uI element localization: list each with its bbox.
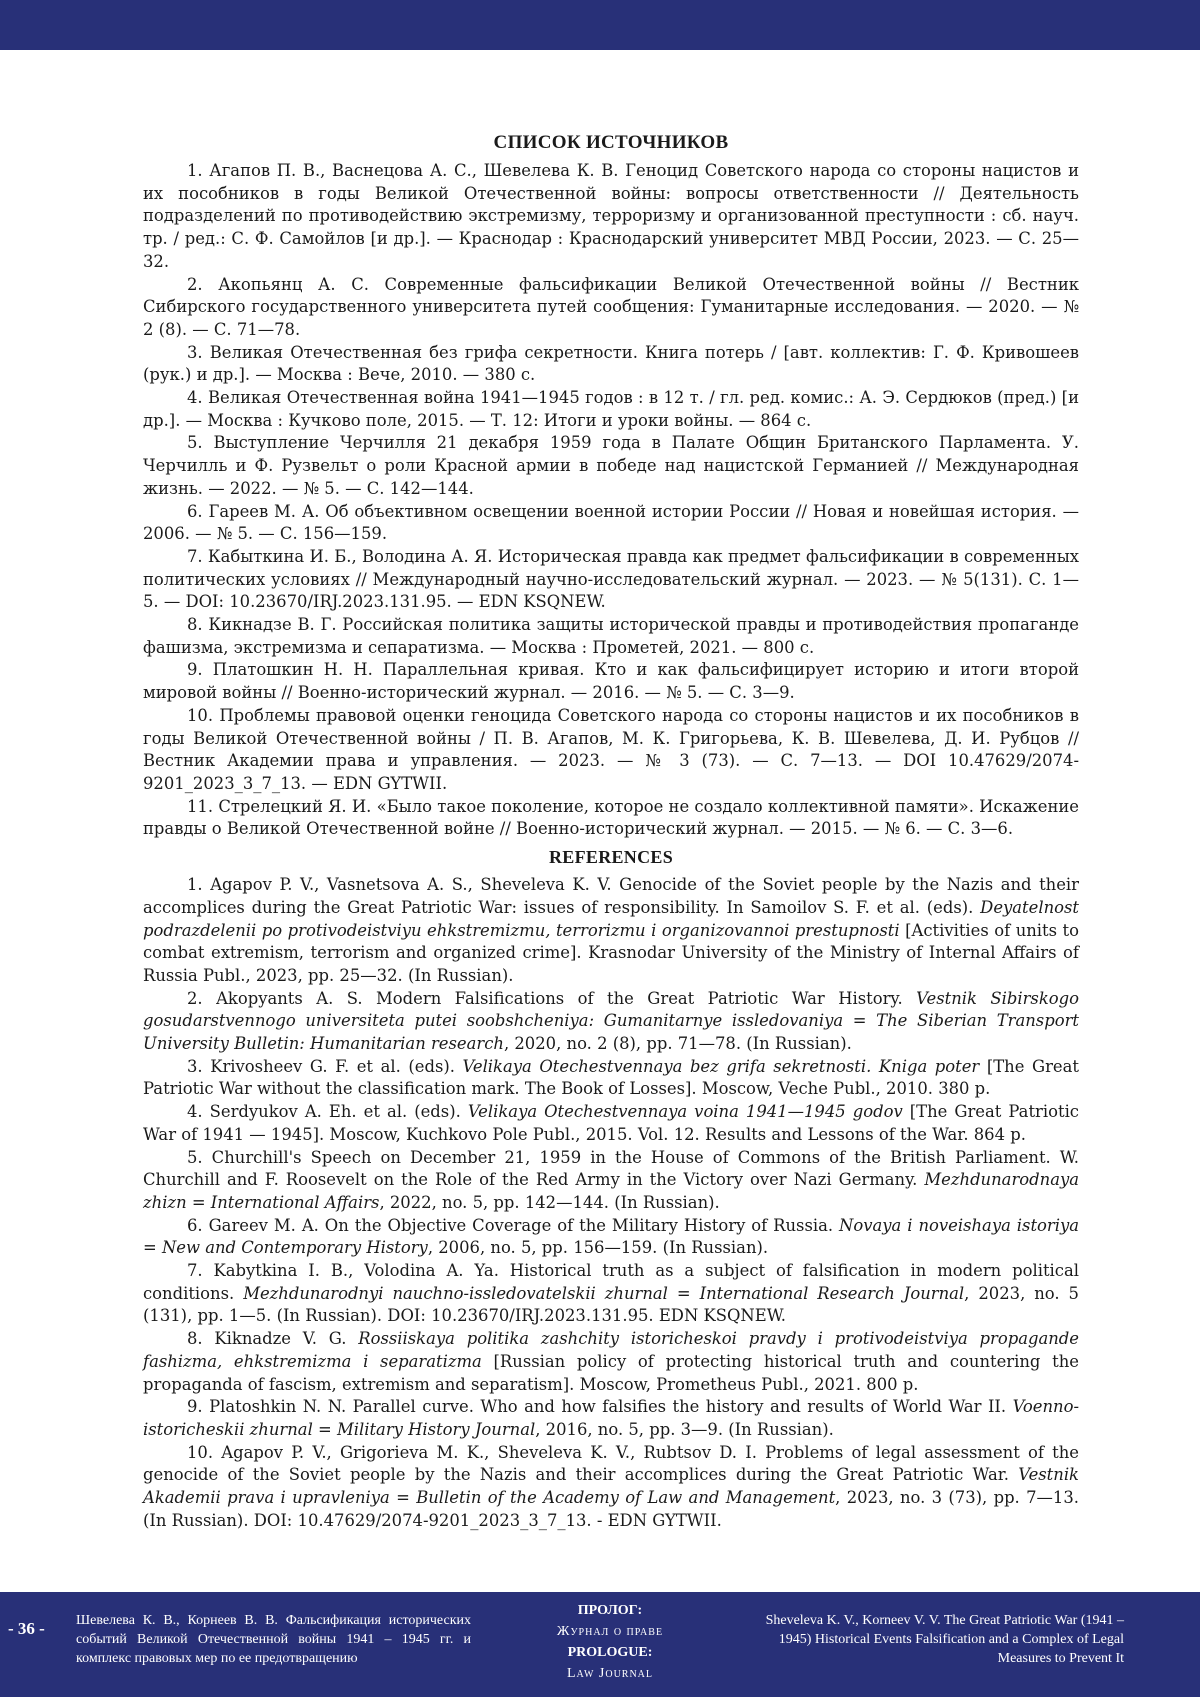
source-entry-7: 7. Кабыткина И. Б., Володина А. Я. Историческая правда как предмет фальсификации в современных политических условиях // Международный научно-исследовательский журнал. — 2023. — № 5(131). С. 1—5. — DOI: 10.23670/IRJ.2023.131.95. — EDN KSQNEW. bbox=[143, 546, 1079, 612]
source-entry-2: 2. Акопьянц А. С. Современные фальсификации Великой Отечественной войны // Вестник Сибирского государственного университета путей сообщения: Гуманитарные исследования. — 2020. — № 2 (8). — С. 71—78. bbox=[143, 274, 1079, 339]
reference-text: 1. Agapov P. V., Vasnetsova A. S., Sheveleva K. V. Genocide of the Soviet people by the Nazis and their accomplices during the Great Patriotic War: issues of responsibility. In Samoilov S. F. et al. (eds). bbox=[143, 875, 1079, 917]
reference-entry-9 bbox=[143, 1396, 1079, 1441]
journal-subtitle-en: Law Journal bbox=[566, 1666, 654, 1681]
reference-entry-2 bbox=[143, 988, 1079, 1056]
sources-heading: СПИСОК ИСТОЧНИКОВ bbox=[493, 132, 729, 153]
reference-title: Voenno-istoricheskii zhurnal = Military History Journal bbox=[143, 1397, 1079, 1439]
reference-text: , 2023, no. 3 (73), pp. 7—13. (In Russian). DOI: 10.47629/2074-9201_2023_3_7_13. - EDN GYTWII. bbox=[143, 1488, 1079, 1530]
journal-subtitle-ru: Журнал о праве bbox=[556, 1624, 664, 1639]
article-body bbox=[143, 132, 1079, 1532]
reference-text: 3. Krivosheev G. F. et al. (eds). bbox=[187, 1056, 463, 1076]
reference-text: [The Great Patriotic War without the classification mark. The Book of Losses]. Moscow, Veche Publ., 2010. 380 p. bbox=[143, 1056, 1079, 1099]
reference-entry-7 bbox=[143, 1260, 1079, 1328]
reference-text: , 2006, no. 5, pp. 156—159. (In Russian). bbox=[427, 1238, 769, 1258]
reference-text: [The Great Patriotic War of 1941 — 1945]. Moscow, Kuchkovo Pole Publ., 2015. Vol. 12. Results and Lessons of the War. 864 p. bbox=[143, 1102, 1079, 1144]
reference-text: 5. Churchill's Speech on December 21, 1959 in the House of Commons of the British Parliament. W. Churchill and F. Roosevelt on the Role of the Red Army in the Victory over Nazi Germany. bbox=[143, 1147, 1079, 1190]
reference-text: [Russian policy of protecting historical truth and countering the propaganda of fascism, extremism and separatism]. Moscow, Prometheus Publ., 2021. 800 p. bbox=[143, 1351, 1079, 1394]
footer-band bbox=[0, 1592, 1200, 1697]
footer-citation-ru: Шевелева К. В., Корнеев В. В. Фальсификация исторических событий Великой Отечественной войны 1941 – 1945 гг. и комплекс правовых мер по ее предотвращению bbox=[76, 1613, 471, 1666]
source-entry-9: 9. Платошкин Н. Н. Параллельная кривая. Кто и как фальсифицирует историю и итоги второй мировой войны // Военно-исторический журнал. — 2016. — № 5. — С. 3—9. bbox=[143, 660, 1079, 703]
reference-title: Velikaya Otechestvennaya bez grifa sekretnosti. Kniga poter bbox=[462, 1056, 980, 1076]
reference-text: 4. Serdyukov A. Eh. et al. (eds). bbox=[187, 1102, 468, 1122]
reference-text: 8. Kiknadze V. G. bbox=[187, 1329, 359, 1349]
reference-title: Velikaya Otechestvennaya voina 1941—1945 godov bbox=[467, 1102, 903, 1122]
journal-name-en: PROLOGUE: bbox=[567, 1645, 653, 1660]
reference-text: [Activities of units to combat extremism, terrorism and organized crime]. Krasnodar University of the Ministry of Internal Affairs of Russia Publ., 2023, pp. 25—32. (In Russian). bbox=[143, 920, 1080, 985]
source-entry-5: 5. Выступление Черчилля 21 декабря 1959 года в Палате Общин Британского Парламента. У. Черчилль и Ф. Рузвельт о роли Красной армии в победе над нацистской Германией // Международная жизнь. — 2022. — № 5. — С. 142—144. bbox=[143, 433, 1079, 498]
reference-text: 10. Agapov P. V., Grigorieva M. K., Sheveleva K. V., Rubtsov D. I. Problems of legal assessment of the genocide of the Soviet people by the Nazis and their accomplices during the Great Patriotic War. bbox=[143, 1442, 1079, 1485]
source-entry-4: 4. Великая Отечественная война 1941—1945 годов : в 12 т. / гл. ред. комис.: А. Э. Сердюков (пред.) [и др.]. — Москва : Кучково поле, 2015. — Т. 12: Итоги и уроки войны. — 864 с. bbox=[143, 388, 1079, 430]
reference-text: , 2023, no. 5 (131), pp. 1—5. (In Russian). DOI: 10.23670/IRJ.2023.131.95. EDN KSQNEW. bbox=[143, 1283, 1079, 1326]
reference-text: 2. Akopyants A. S. Modern Falsifications of the Great Patriotic War History. bbox=[187, 988, 917, 1008]
header-band bbox=[0, 0, 1200, 50]
reference-title: Vestnik Sibirskogo gosudarstvennogo universiteta putei soobshcheniya: Gumanitarnye issledovaniya = The Siberian Transport University Bulletin: Humanitarian research bbox=[143, 988, 1079, 1054]
footer-citation-en: Sheveleva K. V., Korneev V. V. The Great Patriotic War (1941 – 1945) Historical Events Falsification and a Complex of Legal Measures to Prevent It bbox=[765, 1613, 1124, 1666]
reference-entry-3 bbox=[143, 1056, 1079, 1101]
source-entry-6: 6. Гареев М. А. Об объективном освещении военной истории России // Новая и новейшая история. — 2006. — № 5. — С. 156—159. bbox=[143, 501, 1079, 544]
source-entry-11: 11. Стрелецкий Я. И. «Было такое поколение, которое не создало коллективной памяти». Искажение правды о Великой Отечественной войне // Военно-исторический журнал. — 2015. — № 6. — С. 3—6. bbox=[143, 796, 1079, 839]
source-entry-3: 3. Великая Отечественная без грифа секретности. Книга потерь / [авт. коллектив: Г. Ф. Кривошеев (рук.) и др.]. — Москва : Вече, 2010. — 380 с. bbox=[143, 342, 1079, 385]
reference-text: , 2016, no. 5, pp. 3—9. (In Russian). bbox=[535, 1419, 834, 1439]
reference-text: 9. Platoshkin N. N. Parallel curve. Who and how falsifies the history and results of World War II. bbox=[187, 1397, 1013, 1417]
reference-title: Deyatelnost podrazdelenii po protivodeistviyu ehkstremizmu, terrorizmu i organizovannoi prestupnosti bbox=[143, 897, 1079, 940]
reference-title: Mezhdunarodnyi nauchno-issledovatelskii zhurnal = International Research Journal bbox=[243, 1283, 965, 1303]
reference-text: 6. Gareev M. A. On the Objective Coverage of the Military History of Russia. bbox=[187, 1215, 840, 1235]
reference-text: 7. Kabytkina I. B., Volodina A. Ya. Historical truth as a subject of falsification in modern political conditions. bbox=[143, 1261, 1079, 1303]
reference-title: Mezhdunarodnaya zhizn = International Affairs bbox=[143, 1170, 1079, 1212]
reference-text: , 2020, no. 2 (8), pp. 71—78. (In Russian). bbox=[503, 1034, 852, 1054]
source-entry-10: 10. Проблемы правовой оценки геноцида Советского народа со стороны нацистов и их пособников в годы Великой Отечественной войны / П. В. Агапов, М. К. Григорьева, К. В. Шевелева, Д. И. Рубцов // Вестник Академии права и управления. — 2023. — № 3 (73). — С. 7—13. — DOI 10.47629/2074-9201_2023_3_7_13. — EDN GYTWII. bbox=[143, 705, 1079, 793]
journal-name-ru: ПРОЛОГ: bbox=[577, 1603, 643, 1618]
reference-entry-1 bbox=[143, 874, 1079, 988]
reference-title: Vestnik Akademii prava i upravleniya = Bulletin of the Academy of Law and Management bbox=[143, 1465, 1079, 1508]
page-number: - 36 - bbox=[8, 1619, 45, 1638]
journal-title bbox=[530, 1602, 690, 1686]
reference-title: Rossiiskaya politika zashchity istoricheskoi pravdy i protivodeistviya propagande fashizma, ehkstremizma i separatizma bbox=[143, 1329, 1079, 1371]
reference-entry-10 bbox=[143, 1442, 1079, 1533]
source-entry-8: 8. Кикнадзе В. Г. Российская политика защиты исторической правды и противодействия пропаганде фашизма, экстремизма и сепаратизма. — Москва : Прометей, 2021. — 800 с. bbox=[143, 615, 1079, 657]
reference-entry-8 bbox=[143, 1328, 1079, 1396]
reference-entry-6 bbox=[143, 1215, 1079, 1260]
reference-entry-4 bbox=[143, 1101, 1079, 1146]
source-entry-1: 1. Агапов П. В., Васнецова А. С., Шевелева К. В. Геноцид Советского народа со стороны нацистов и их пособников в годы Великой Отечественной войны: вопросы ответственности // Деятельность подразделений по противодействию экстремизму, терроризму и организованной преступности : сб. науч. тр. / ред.: С. Ф. Самойлов [и др.]. — Краснодар : Краснодарский университет МВД России, 2023. — С. 25—32. bbox=[143, 161, 1079, 271]
reference-entry-5 bbox=[143, 1147, 1079, 1215]
reference-title: Novaya i noveishaya istoriya = New and Contemporary History bbox=[143, 1215, 1080, 1258]
reference-text: , 2022, no. 5, pp. 142—144. (In Russian). bbox=[379, 1192, 720, 1212]
references-heading: REFERENCES bbox=[548, 847, 674, 868]
